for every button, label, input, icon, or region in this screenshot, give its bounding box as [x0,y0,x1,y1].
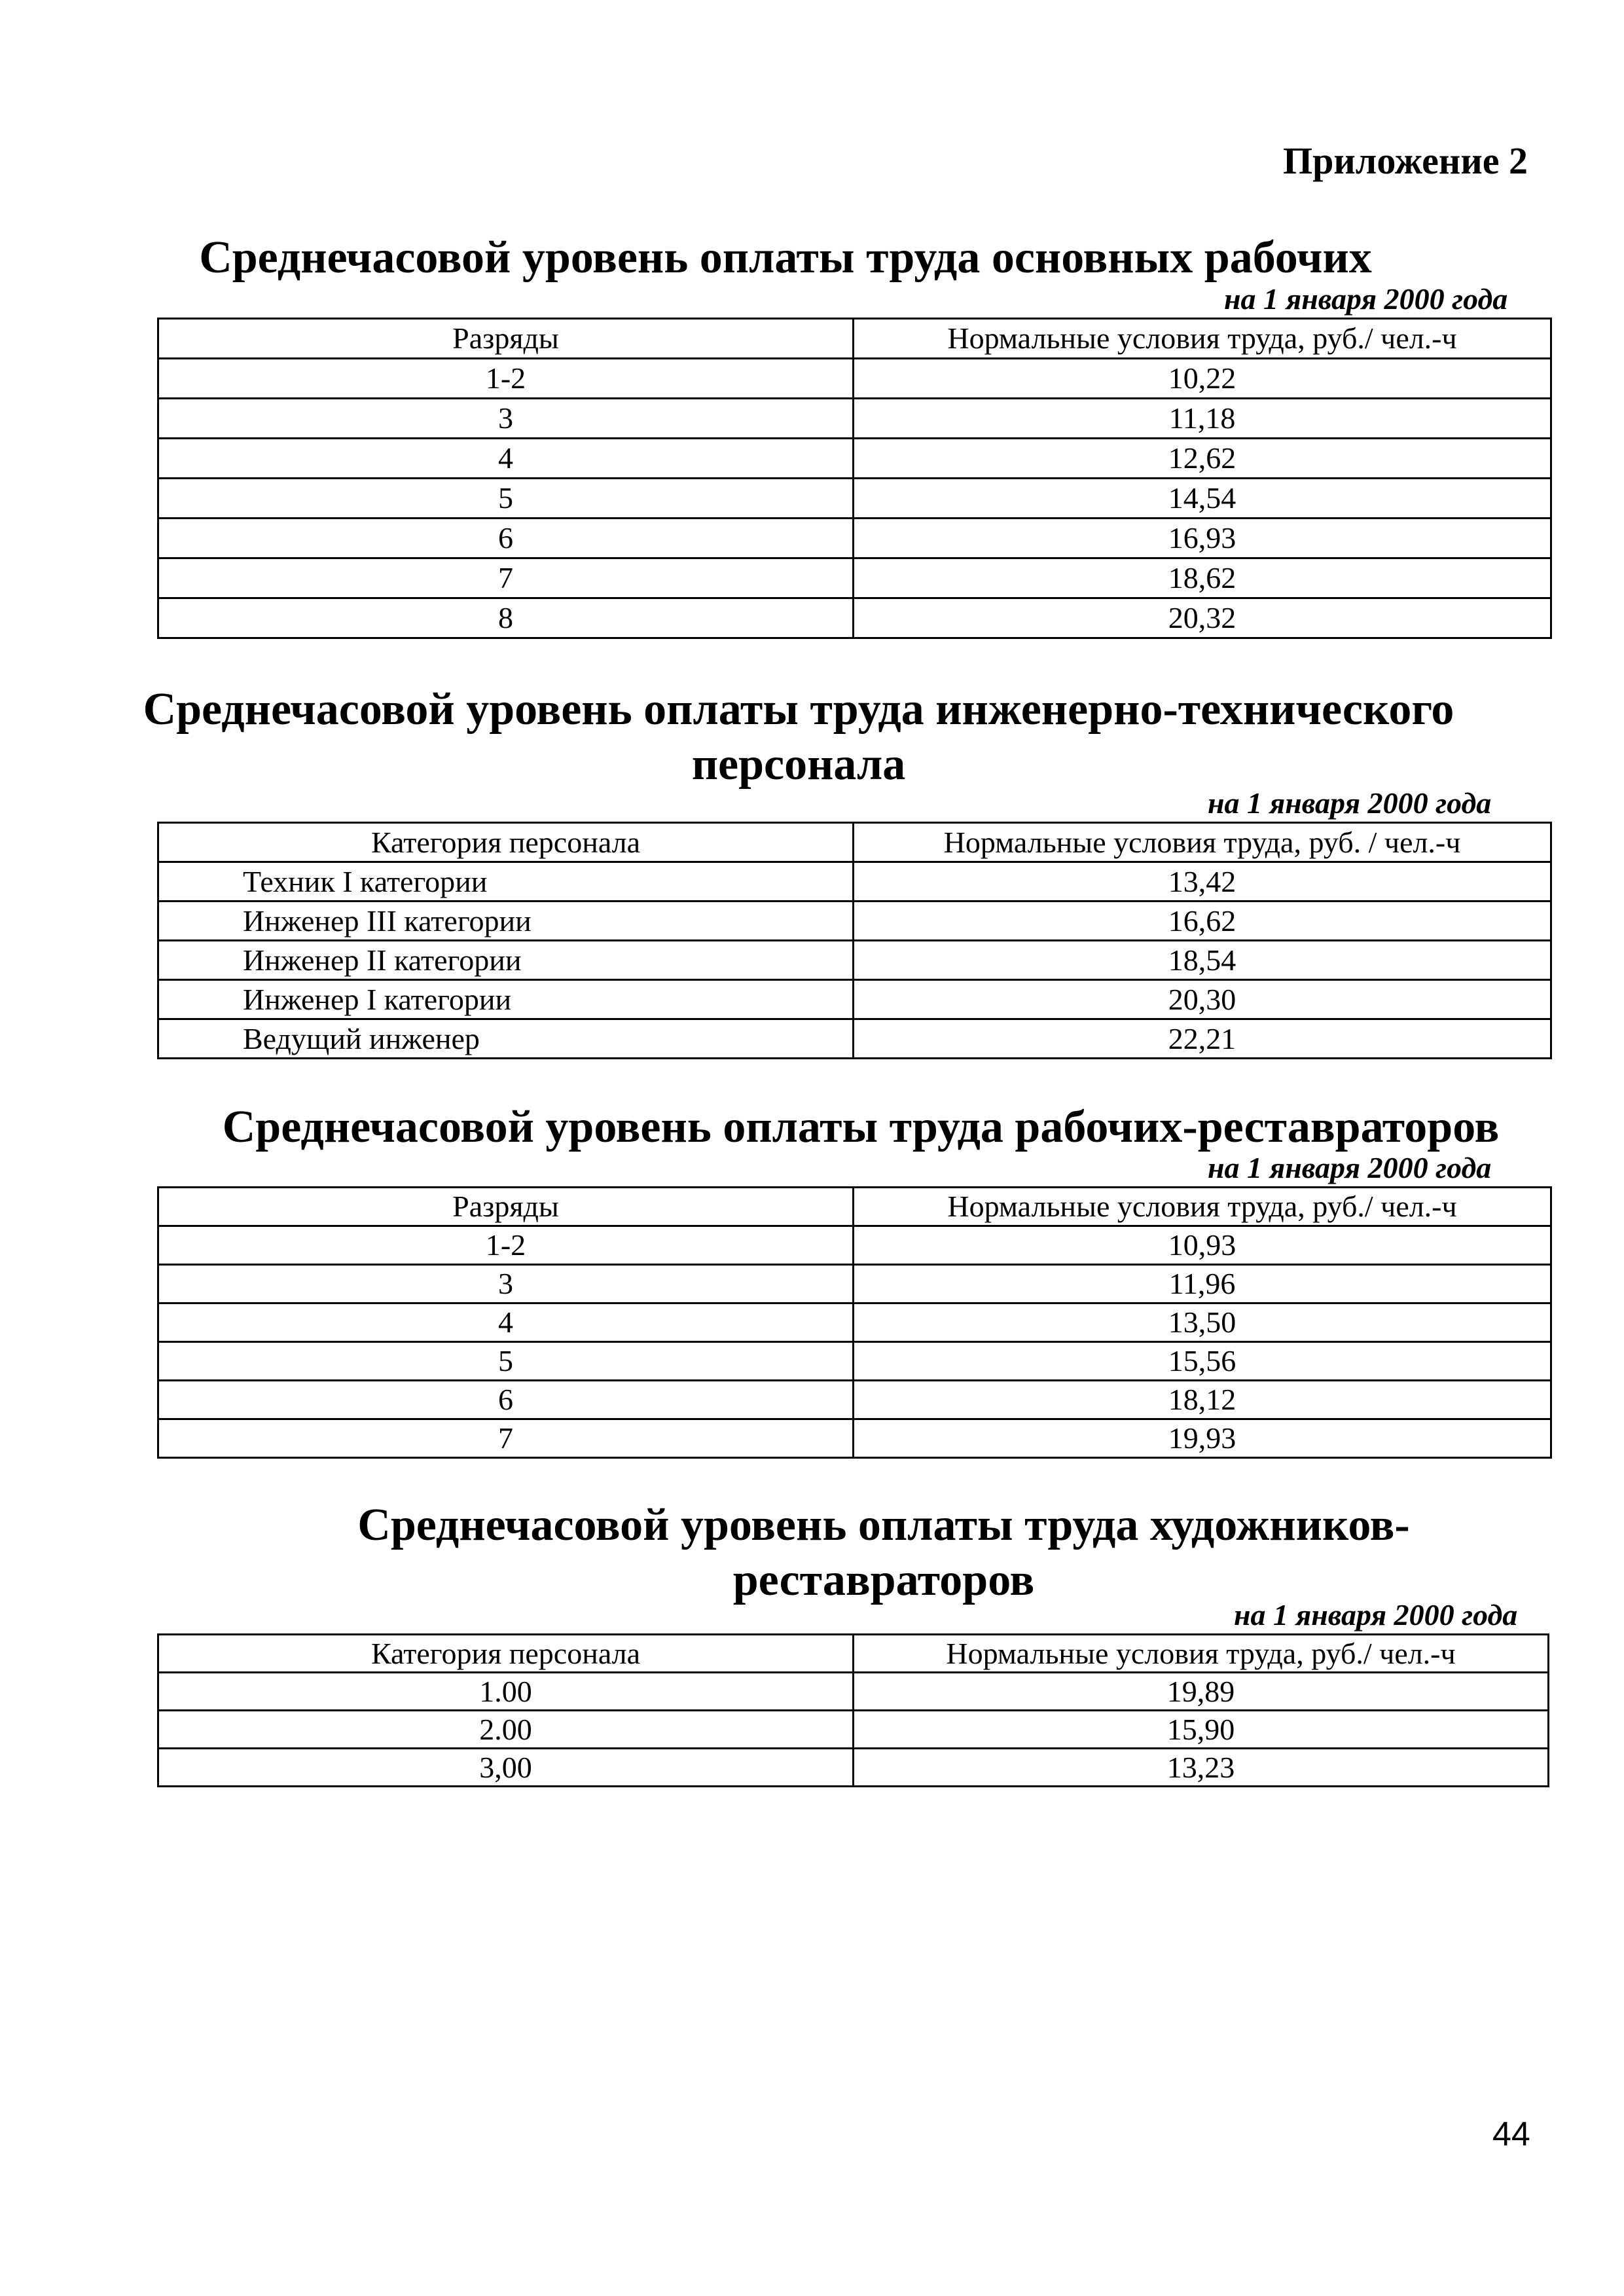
table-3-row-6-rate: 19,93 [854,1419,1551,1458]
table-2-row-4-category: Инженер I категории [158,980,854,1019]
table-2-title [131,682,1466,792]
table-2-header-col-2: Нормальные условия труда, руб. / чел.-ч [854,823,1551,862]
table-row [158,558,1551,598]
table-1-row-3-grade: 4 [158,439,854,479]
table-1-row-6-grade: 7 [158,558,854,598]
table-3-header-row [158,1188,1551,1226]
table-4-row-3-rate: 13,23 [854,1749,1549,1787]
table-2-row-2-category: Инженер III категории [158,902,854,941]
table-3-title [157,1100,1564,1155]
table-1-row-4-rate: 14,54 [854,479,1551,519]
table-row [158,1342,1551,1381]
table-1-header-col-2: Нормальные условия труда, руб./ чел.-ч [854,319,1551,359]
appendix-label: Приложение 2 [1283,139,1528,182]
table-2 [157,822,1552,1059]
table-row [158,439,1551,479]
table-1-title-text: Среднечасовой уровень оплаты труда основных рабочих [199,232,1372,283]
table-1-row-2-grade: 3 [158,399,854,439]
table-1-row-7-grade: 8 [158,598,854,638]
table-4-row-2-rate: 15,90 [854,1711,1549,1749]
table-4-title-line-2: реставраторов [732,1555,1035,1605]
table-row [158,1226,1551,1265]
table-4-header-col-2: Нормальные условия труда, руб./ чел.-ч [854,1635,1549,1673]
table-3-header-col-2: Нормальные условия труда, руб./ чел.-ч [854,1188,1551,1226]
table-2-row-3-category: Инженер II категории [158,941,854,980]
table-row [158,1711,1549,1749]
table-1-row-1-rate: 10,22 [854,359,1551,399]
table-row [158,598,1551,638]
table-row [158,1419,1551,1458]
table-2-row-5-rate: 22,21 [854,1019,1551,1059]
table-3-row-3-rate: 13,50 [854,1303,1551,1342]
table-row [158,1019,1551,1059]
table-3-row-4-rate: 15,56 [854,1342,1551,1381]
table-4-title-line-1: Среднечасовой уровень оплаты труда художников- [357,1500,1410,1550]
table-1-row-3-rate: 12,62 [854,439,1551,479]
table-3-date: на 1 января 2000 года [1208,1151,1492,1184]
table-2-title-line-1: Среднечасовой уровень оплаты труда инженерно-технического [143,684,1454,735]
table-4-header-col-1: Категория персонала [158,1635,854,1673]
table-2-row-2-rate: 16,62 [854,902,1551,941]
table-row [158,1381,1551,1419]
table-3-row-4-grade: 5 [158,1342,854,1381]
table-2-header-col-1: Категория персонала [158,823,854,862]
table-4-row-1-category: 1.00 [158,1673,854,1711]
table-1-row-5-rate: 16,93 [854,519,1551,558]
table-2-date: на 1 января 2000 года [1208,786,1492,820]
table-2-row-1-category: Техник I категории [158,862,854,902]
table-row [158,359,1551,399]
table-4-title [262,1498,1506,1608]
table-1-row-7-rate: 20,32 [854,598,1551,638]
table-3-row-6-grade: 7 [158,1419,854,1458]
table-3-row-2-grade: 3 [158,1265,854,1303]
table-row [158,902,1551,941]
table-3-header-col-1: Разряды [158,1188,854,1226]
table-3-row-1-grade: 1-2 [158,1226,854,1265]
page-number: 44 [1492,2115,1530,2153]
table-3-title-text: Среднечасовой уровень оплаты труда рабочих-реставраторов [222,1102,1500,1152]
table-2-row-3-rate: 18,54 [854,941,1551,980]
table-1-row-4-grade: 5 [158,479,854,519]
table-row [158,1265,1551,1303]
table-row [158,941,1551,980]
table-1-row-6-rate: 18,62 [854,558,1551,598]
table-row [158,479,1551,519]
table-4-date: на 1 января 2000 года [1234,1598,1518,1631]
table-1-row-2-rate: 11,18 [854,399,1551,439]
table-2-row-5-category: Ведущий инженер [158,1019,854,1059]
table-row [158,519,1551,558]
table-row [158,1303,1551,1342]
table-1-header-col-1: Разряды [158,319,854,359]
table-1-row-1-grade: 1-2 [158,359,854,399]
table-3-row-3-grade: 4 [158,1303,854,1342]
table-2-row-4-rate: 20,30 [854,980,1551,1019]
table-row [158,862,1551,902]
table-4-row-3-category: 3,00 [158,1749,854,1787]
table-row [158,399,1551,439]
table-2-title-line-2: персонала [691,739,906,790]
table-1-row-5-grade: 6 [158,519,854,558]
table-1-title [131,230,1440,285]
table-4-header-row [158,1635,1549,1673]
table-row [158,1749,1549,1787]
table-2-row-1-rate: 13,42 [854,862,1551,902]
table-4 [157,1633,1549,1787]
table-2-header-row [158,823,1551,862]
table-row [158,980,1551,1019]
table-row [158,1673,1549,1711]
table-1 [157,318,1552,639]
table-4-row-2-category: 2.00 [158,1711,854,1749]
table-3-row-1-rate: 10,93 [854,1226,1551,1265]
table-1-date: на 1 января 2000 года [1224,282,1508,316]
table-3 [157,1186,1552,1459]
table-3-row-2-rate: 11,96 [854,1265,1551,1303]
table-3-row-5-grade: 6 [158,1381,854,1419]
table-4-row-1-rate: 19,89 [854,1673,1549,1711]
table-1-header-row [158,319,1551,359]
table-3-row-5-rate: 18,12 [854,1381,1551,1419]
